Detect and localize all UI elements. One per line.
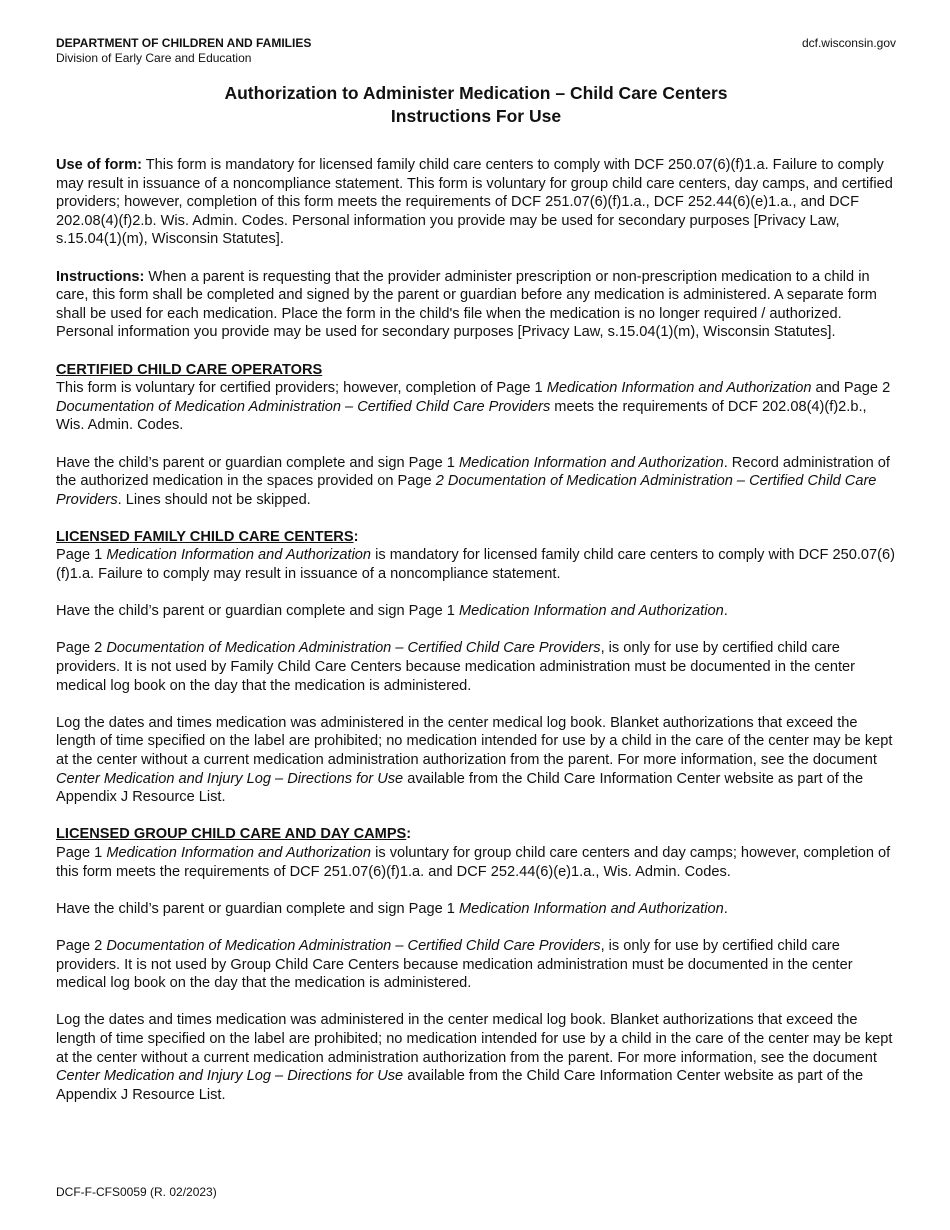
agency-block <box>56 36 311 66</box>
family-p2-b: Medication Information and Authorization <box>458 603 724 620</box>
department-name: DEPARTMENT OF CHILDREN AND FAMILIES <box>56 36 312 50</box>
title-line-1: Authorization to Administer Medication – Child Care Centers <box>224 83 728 103</box>
family-p1-b: Medication Information and Authorization <box>106 547 372 564</box>
family-p1-c: is mandatory for licensed family child care centers to comply with DCF 250.07(6)(f)1.a. Failure to comply may result in issuance of a noncompliance statement. <box>56 547 896 583</box>
family-paragraph-1 <box>56 546 896 583</box>
group-p3-b: Documentation of Medication Administration – Certified Child Care Providers <box>106 937 601 954</box>
family-p3-c: , is only for use by certified child care providers. It is not used by Family Child Care Centers because medication administration must be documented in the center medical log book on the day that the medication is administered. <box>56 640 855 694</box>
group-p2-c: . <box>723 900 728 917</box>
group-paragraph-2 <box>56 900 896 919</box>
title-line-2: Instructions For Use <box>390 106 562 126</box>
instructions-text: When a parent is requesting that the provider administer prescription or non-prescription medication to a child in care, this form shall be completed and signed by the parent or guardian before any medication is administered. A separate form shall be used for each medication. Place the form in the child's file when the medication is no longer required / authorized. Personal information you provide may be used for secondary purposes [Privacy Law, s.15.04(1)(m), Wisconsin Statutes]. <box>56 268 877 341</box>
family-p4-a: Log the dates and times medication was administered in the center medical log book. Blanket authorizations that exceed the length of time specified on the label are prohibited; no medication intended for use by a child in the care of the center may be kept at the center without a current medication administration authorization from the parent. For more information, see the document <box>56 714 893 768</box>
family-p4-c: available from the Child Care Information Center website as part of the Appendix J Resource List. <box>56 770 864 806</box>
group-p2-a: Have the child’s parent or guardian complete and sign Page 1 <box>56 900 459 917</box>
certified-p2-c: . Record administration of the authorized medication in the spaces provided on Page <box>56 454 890 490</box>
group-p3-c: , is only for use by certified child care providers. It is not used by Group Child Care Centers because medication administration must be documented in the center medical log book on the day that the medication is administered. <box>56 937 853 992</box>
family-p1-a: Page 1 <box>56 547 107 564</box>
group-paragraph-4 <box>56 1011 896 1104</box>
family-heading <box>56 528 896 547</box>
family-p3-a: Page 2 <box>56 640 107 657</box>
group-p3-a: Page 2 <box>56 937 107 954</box>
group-p1-b: Medication Information and Authorization <box>106 844 372 861</box>
certified-heading-text: CERTIFIED CHILD CARE OPERATORS <box>56 361 323 378</box>
group-p1-c: is voluntary for group child care centers and day camps; however, completion of this form meets the requirements of DCF 251.07(6)(f)1.a. and DCF 252.44(6)(e)1.a., Wis. Admin. Codes. <box>56 844 891 880</box>
certified-p2-b: Medication Information and Authorization <box>458 454 724 471</box>
document-title <box>56 82 896 128</box>
instructions-paragraph <box>56 268 896 342</box>
family-heading-colon: : <box>353 528 359 545</box>
division-name: Division of Early Care and Education <box>56 51 252 65</box>
certified-paragraph-2 <box>56 454 896 510</box>
document-page <box>56 36 896 1104</box>
family-p3-b: Documentation of Medication Administration – Certified Child Care Providers <box>106 640 601 657</box>
family-paragraph-3 <box>56 639 896 695</box>
family-p4-b: Center Medication and Injury Log – Directions for Use <box>56 770 404 787</box>
group-p4-c: available from the Child Care Information Center website as part of the Appendix J Resource List. <box>56 1068 864 1103</box>
certified-p2-e: . Lines should not be skipped. <box>117 491 311 508</box>
certified-p1-c: and Page 2 <box>811 380 891 397</box>
family-p2-c: . <box>723 603 728 620</box>
family-heading-text: LICENSED FAMILY CHILD CARE CENTERS <box>56 528 354 545</box>
certified-p1-d: Documentation of Medication Administration – Certified Child Care Providers <box>56 398 551 415</box>
document-header <box>56 36 896 70</box>
family-paragraph-2 <box>56 602 896 621</box>
family-p2-a: Have the child’s parent or guardian complete and sign Page 1 <box>56 603 459 620</box>
certified-p1-b: Medication Information and Authorization <box>546 380 812 397</box>
use-of-form-paragraph <box>56 156 896 249</box>
group-p4-b: Center Medication and Injury Log – Directions for Use <box>56 1068 404 1085</box>
group-paragraph-3 <box>56 937 896 993</box>
certified-heading <box>56 361 896 380</box>
use-of-form-label: Use of form: <box>56 157 142 173</box>
certified-p1-e: meets the requirements of DCF 202.08(4)(f)2.b., Wis. Admin. Codes. <box>56 398 867 434</box>
certified-paragraph-1 <box>56 379 896 435</box>
group-heading-colon: : <box>406 826 412 843</box>
group-paragraph-1 <box>56 844 896 881</box>
group-heading <box>56 825 896 844</box>
certified-p2-a: Have the child’s parent or guardian complete and sign Page 1 <box>56 454 459 471</box>
website-link[interactable]: dcf.wisconsin.gov <box>801 36 896 50</box>
group-heading-text: LICENSED GROUP CHILD CARE AND DAY CAMPS <box>56 826 407 843</box>
group-p4-a: Log the dates and times medication was administered in the center medical log book. Blanket authorizations that exceed the length of time specified on the label are prohibited; no medication intended for use by a child in the care of the center may be kept at the center without a current medication administration authorization from the parent. For more information, see the document <box>56 1012 893 1066</box>
document-body <box>56 156 896 1104</box>
family-paragraph-4 <box>56 714 896 807</box>
instructions-label: Instructions: <box>56 268 145 285</box>
use-of-form-text: This form is mandatory for licensed family child care centers to comply with DCF 250.07(6)(f)1.a. Failure to comply may result in issuance of a noncompliance statement. This form is voluntary for group child care centers, day camps, and certified providers; however, completion of this form meets the requirements of DCF 251.07(6)(f)1.a., DCF 252.44(6)(e)1.a., and DCF 202.08(4)(f)2.b. Wis. Admin. Codes. Personal information you provide may be used for secondary purposes [Privacy Law, s.15.04(1)(m), Wisconsin Statutes]. <box>56 157 893 248</box>
certified-p2-d: 2 Documentation of Medication Administration – Certified Child Care Providers <box>56 473 877 508</box>
form-id-footer: DCF-F-CFS0059 (R. 02/2023) <box>56 1185 217 1199</box>
certified-p1-a: This form is voluntary for certified providers; however, completion of Page 1 <box>56 380 547 397</box>
group-p2-b: Medication Information and Authorization <box>458 900 724 917</box>
group-p1-a: Page 1 <box>56 844 107 861</box>
